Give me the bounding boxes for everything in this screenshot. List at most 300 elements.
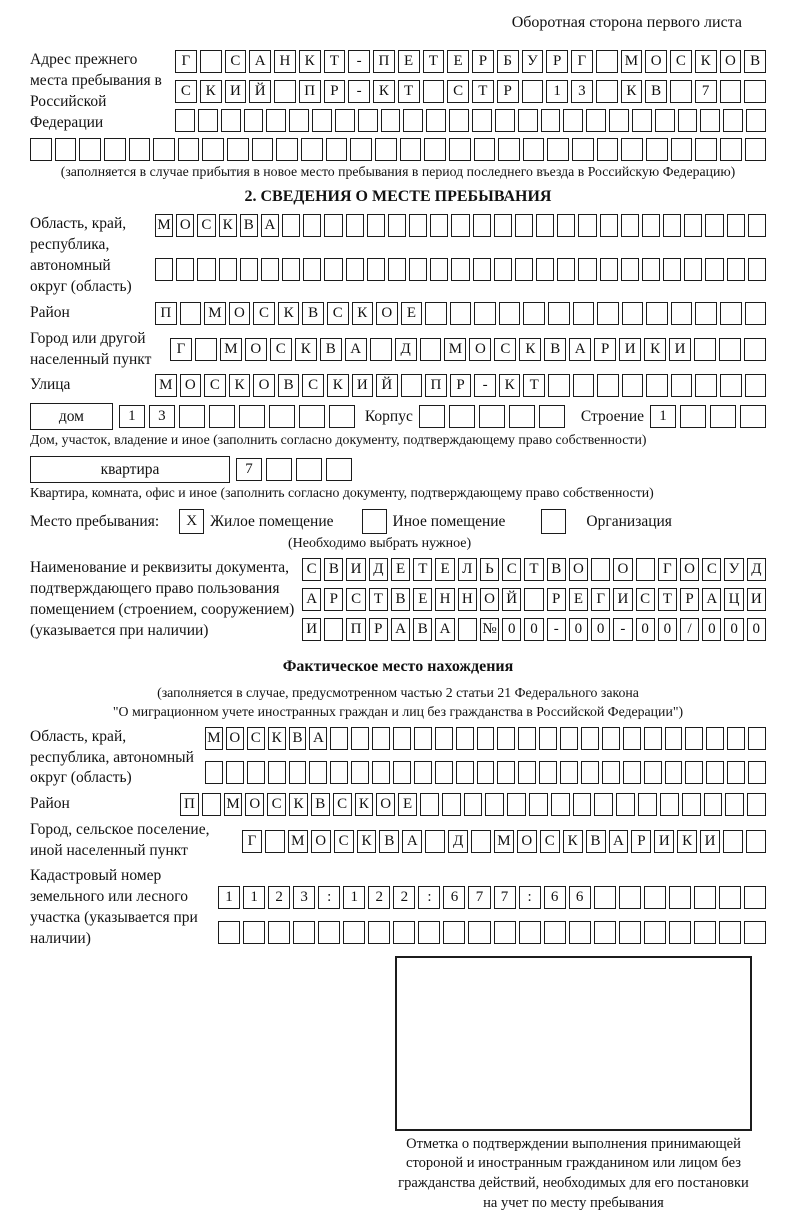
char-cell[interactable] <box>706 761 724 784</box>
previous-address-row-3[interactable] <box>175 109 766 134</box>
stamp-box[interactable] <box>395 956 752 1131</box>
char-cell[interactable] <box>685 761 703 784</box>
region-row-2[interactable] <box>155 258 766 297</box>
char-cell[interactable]: С <box>333 793 352 816</box>
char-cell[interactable] <box>597 374 619 397</box>
char-cell[interactable] <box>623 761 641 784</box>
char-cell[interactable]: Е <box>398 793 417 816</box>
char-cell[interactable]: К <box>355 793 374 816</box>
char-cell[interactable] <box>515 258 533 281</box>
char-cell[interactable] <box>671 302 693 325</box>
char-cell[interactable] <box>723 109 743 132</box>
char-cell[interactable]: : <box>418 886 440 909</box>
char-cell[interactable] <box>529 793 548 816</box>
char-cell[interactable]: 1 <box>650 405 676 428</box>
char-cell[interactable] <box>619 921 641 944</box>
char-cell[interactable]: А <box>609 830 629 853</box>
char-cell[interactable]: 0 <box>724 618 743 641</box>
char-cell[interactable]: А <box>402 830 422 853</box>
char-cell[interactable] <box>266 109 286 132</box>
document-row-3[interactable] <box>302 618 766 643</box>
char-cell[interactable] <box>276 138 298 161</box>
char-cell[interactable] <box>695 302 717 325</box>
char-cell[interactable] <box>435 727 453 750</box>
char-cell[interactable] <box>388 214 406 237</box>
char-cell[interactable]: 2 <box>268 886 290 909</box>
char-cell[interactable] <box>665 727 683 750</box>
char-cell[interactable] <box>393 761 411 784</box>
char-cell[interactable]: К <box>357 830 377 853</box>
char-cell[interactable]: В <box>391 588 410 611</box>
char-cell[interactable] <box>596 80 618 103</box>
char-cell[interactable] <box>227 138 249 161</box>
char-cell[interactable] <box>180 302 202 325</box>
char-cell[interactable] <box>401 374 423 397</box>
char-cell[interactable]: М <box>621 50 643 73</box>
char-cell[interactable] <box>195 338 217 361</box>
char-cell[interactable] <box>318 921 340 944</box>
char-cell[interactable]: Й <box>376 374 398 397</box>
char-cell[interactable]: К <box>499 374 521 397</box>
char-cell[interactable] <box>748 258 766 281</box>
char-cell[interactable] <box>451 214 469 237</box>
char-cell[interactable] <box>240 258 258 281</box>
char-cell[interactable] <box>563 109 583 132</box>
char-cell[interactable] <box>497 727 515 750</box>
char-cell[interactable] <box>745 302 767 325</box>
char-cell[interactable]: О <box>469 338 491 361</box>
char-cell[interactable] <box>644 727 662 750</box>
char-cell[interactable] <box>622 374 644 397</box>
char-cell[interactable] <box>198 109 218 132</box>
char-cell[interactable] <box>727 258 745 281</box>
char-cell[interactable]: А <box>702 588 721 611</box>
char-cell[interactable]: И <box>225 80 247 103</box>
char-cell[interactable] <box>684 214 702 237</box>
actual-city-row[interactable] <box>242 830 766 853</box>
char-cell[interactable]: А <box>391 618 410 641</box>
char-cell[interactable] <box>694 338 716 361</box>
char-cell[interactable]: О <box>645 50 667 73</box>
char-cell[interactable] <box>744 80 766 103</box>
char-cell[interactable]: 1 <box>546 80 568 103</box>
char-cell[interactable]: Е <box>401 302 423 325</box>
char-cell[interactable]: Е <box>569 588 588 611</box>
char-cell[interactable] <box>745 138 767 161</box>
district-row[interactable] <box>155 302 766 325</box>
char-cell[interactable] <box>632 109 652 132</box>
char-cell[interactable] <box>623 727 641 750</box>
char-cell[interactable] <box>153 138 175 161</box>
char-cell[interactable] <box>706 727 724 750</box>
char-cell[interactable] <box>523 138 545 161</box>
char-cell[interactable] <box>450 302 472 325</box>
char-cell[interactable]: К <box>295 338 317 361</box>
other-premises-checkbox[interactable] <box>362 509 387 534</box>
char-cell[interactable] <box>573 302 595 325</box>
char-cell[interactable] <box>548 374 570 397</box>
char-cell[interactable]: К <box>219 214 237 237</box>
char-cell[interactable]: С <box>636 588 655 611</box>
char-cell[interactable] <box>449 405 475 428</box>
char-cell[interactable] <box>209 405 235 428</box>
char-cell[interactable] <box>485 793 504 816</box>
char-cell[interactable] <box>265 830 285 853</box>
char-cell[interactable] <box>727 214 745 237</box>
char-cell[interactable] <box>289 761 307 784</box>
char-cell[interactable] <box>660 793 679 816</box>
char-cell[interactable] <box>381 109 401 132</box>
char-cell[interactable] <box>219 258 237 281</box>
char-cell[interactable]: Д <box>395 338 417 361</box>
char-cell[interactable] <box>723 830 743 853</box>
previous-address-row-4[interactable] <box>30 138 766 161</box>
char-cell[interactable]: А <box>569 338 591 361</box>
char-cell[interactable]: 2 <box>368 886 390 909</box>
cadastral-row-2[interactable] <box>218 921 766 950</box>
char-cell[interactable]: М <box>205 727 223 750</box>
actual-region-row-2[interactable] <box>205 761 766 790</box>
char-cell[interactable] <box>499 302 521 325</box>
char-cell[interactable] <box>430 258 448 281</box>
char-cell[interactable]: С <box>175 80 197 103</box>
char-cell[interactable]: В <box>645 80 667 103</box>
char-cell[interactable] <box>745 374 767 397</box>
char-cell[interactable] <box>426 109 446 132</box>
char-cell[interactable] <box>522 80 544 103</box>
char-cell[interactable] <box>602 727 620 750</box>
char-cell[interactable]: В <box>289 727 307 750</box>
char-cell[interactable]: 1 <box>218 886 240 909</box>
char-cell[interactable] <box>515 214 533 237</box>
char-cell[interactable] <box>367 258 385 281</box>
char-cell[interactable] <box>646 138 668 161</box>
char-cell[interactable] <box>740 405 766 428</box>
char-cell[interactable]: 6 <box>443 886 465 909</box>
char-cell[interactable] <box>414 761 432 784</box>
char-cell[interactable]: П <box>155 302 177 325</box>
char-cell[interactable]: С <box>502 558 521 581</box>
char-cell[interactable]: Р <box>680 588 699 611</box>
organization-checkbox[interactable] <box>541 509 566 534</box>
char-cell[interactable] <box>581 761 599 784</box>
char-cell[interactable]: У <box>724 558 743 581</box>
char-cell[interactable]: Е <box>435 558 454 581</box>
residential-checkbox[interactable]: X <box>179 509 204 534</box>
char-cell[interactable] <box>456 727 474 750</box>
char-cell[interactable] <box>350 138 372 161</box>
char-cell[interactable] <box>536 214 554 237</box>
char-cell[interactable] <box>671 374 693 397</box>
char-cell[interactable] <box>638 793 657 816</box>
char-cell[interactable]: 1 <box>343 886 365 909</box>
char-cell[interactable] <box>600 258 618 281</box>
char-cell[interactable]: О <box>720 50 742 73</box>
char-cell[interactable] <box>663 258 681 281</box>
char-cell[interactable] <box>205 761 223 784</box>
char-cell[interactable]: С <box>494 338 516 361</box>
actual-district-row[interactable] <box>180 793 766 816</box>
char-cell[interactable]: Г <box>242 830 262 853</box>
char-cell[interactable]: П <box>346 618 365 641</box>
char-cell[interactable]: 0 <box>747 618 766 641</box>
char-cell[interactable]: - <box>348 80 370 103</box>
char-cell[interactable] <box>346 214 364 237</box>
char-cell[interactable] <box>202 793 221 816</box>
char-cell[interactable] <box>451 258 469 281</box>
char-cell[interactable]: Т <box>472 80 494 103</box>
char-cell[interactable] <box>498 138 520 161</box>
char-cell[interactable] <box>746 830 766 853</box>
char-cell[interactable] <box>303 214 321 237</box>
char-cell[interactable]: А <box>249 50 271 73</box>
char-cell[interactable]: У <box>522 50 544 73</box>
char-cell[interactable] <box>472 109 492 132</box>
char-cell[interactable] <box>129 138 151 161</box>
char-cell[interactable] <box>458 618 477 641</box>
char-cell[interactable] <box>518 727 536 750</box>
char-cell[interactable] <box>622 302 644 325</box>
char-cell[interactable] <box>636 558 655 581</box>
char-cell[interactable]: С <box>670 50 692 73</box>
char-cell[interactable] <box>523 302 545 325</box>
char-cell[interactable] <box>621 214 639 237</box>
char-cell[interactable] <box>393 727 411 750</box>
char-cell[interactable]: И <box>747 588 766 611</box>
char-cell[interactable]: В <box>379 830 399 853</box>
char-cell[interactable]: О <box>245 793 264 816</box>
char-cell[interactable]: В <box>744 50 766 73</box>
char-cell[interactable] <box>670 80 692 103</box>
char-cell[interactable] <box>557 214 575 237</box>
house-type-box[interactable]: дом <box>30 403 113 430</box>
char-cell[interactable]: С <box>270 338 292 361</box>
char-cell[interactable]: : <box>318 886 340 909</box>
char-cell[interactable] <box>375 138 397 161</box>
char-cell[interactable] <box>474 302 496 325</box>
char-cell[interactable] <box>418 921 440 944</box>
char-cell[interactable]: Р <box>594 338 616 361</box>
char-cell[interactable]: Н <box>274 50 296 73</box>
char-cell[interactable] <box>425 830 445 853</box>
char-cell[interactable]: / <box>680 618 699 641</box>
char-cell[interactable] <box>218 921 240 944</box>
char-cell[interactable] <box>79 138 101 161</box>
char-cell[interactable] <box>221 109 241 132</box>
char-cell[interactable] <box>197 258 215 281</box>
char-cell[interactable]: Т <box>398 80 420 103</box>
char-cell[interactable] <box>301 138 323 161</box>
char-cell[interactable]: Р <box>324 80 346 103</box>
char-cell[interactable] <box>744 886 766 909</box>
char-cell[interactable]: К <box>677 830 697 853</box>
char-cell[interactable] <box>719 921 741 944</box>
char-cell[interactable] <box>609 109 629 132</box>
char-cell[interactable]: О <box>180 374 202 397</box>
char-cell[interactable]: К <box>327 374 349 397</box>
city-row[interactable] <box>170 338 766 361</box>
char-cell[interactable]: - <box>547 618 566 641</box>
document-row-1[interactable] <box>302 558 766 583</box>
char-cell[interactable]: 0 <box>502 618 521 641</box>
apartment-type-box[interactable]: квартира <box>30 456 230 483</box>
char-cell[interactable] <box>268 921 290 944</box>
char-cell[interactable] <box>678 109 698 132</box>
char-cell[interactable] <box>720 374 742 397</box>
char-cell[interactable] <box>541 109 561 132</box>
char-cell[interactable]: М <box>155 374 177 397</box>
char-cell[interactable] <box>594 793 613 816</box>
char-cell[interactable]: Т <box>413 558 432 581</box>
char-cell[interactable] <box>494 214 512 237</box>
char-cell[interactable] <box>518 109 538 132</box>
char-cell[interactable] <box>685 727 703 750</box>
char-cell[interactable]: Р <box>450 374 472 397</box>
char-cell[interactable] <box>30 138 52 161</box>
char-cell[interactable]: Ь <box>480 558 499 581</box>
char-cell[interactable]: Р <box>497 80 519 103</box>
char-cell[interactable] <box>104 138 126 161</box>
char-cell[interactable]: С <box>540 830 560 853</box>
char-cell[interactable]: Р <box>369 618 388 641</box>
char-cell[interactable]: С <box>302 558 321 581</box>
char-cell[interactable] <box>266 458 292 481</box>
char-cell[interactable]: : <box>519 886 541 909</box>
char-cell[interactable] <box>642 214 660 237</box>
char-cell[interactable] <box>414 727 432 750</box>
char-cell[interactable]: П <box>299 80 321 103</box>
char-cell[interactable] <box>179 405 205 428</box>
char-cell[interactable]: Т <box>524 558 543 581</box>
char-cell[interactable] <box>282 214 300 237</box>
char-cell[interactable] <box>477 727 495 750</box>
char-cell[interactable] <box>226 761 244 784</box>
char-cell[interactable]: К <box>644 338 666 361</box>
char-cell[interactable]: Т <box>423 50 445 73</box>
char-cell[interactable]: 0 <box>591 618 610 641</box>
char-cell[interactable]: П <box>180 793 199 816</box>
char-cell[interactable] <box>619 886 641 909</box>
char-cell[interactable] <box>351 727 369 750</box>
char-cell[interactable] <box>644 921 666 944</box>
char-cell[interactable] <box>468 921 490 944</box>
char-cell[interactable] <box>303 258 321 281</box>
char-cell[interactable] <box>720 80 742 103</box>
char-cell[interactable] <box>719 886 741 909</box>
char-cell[interactable] <box>473 214 491 237</box>
char-cell[interactable]: Р <box>547 588 566 611</box>
char-cell[interactable] <box>346 258 364 281</box>
char-cell[interactable] <box>367 214 385 237</box>
char-cell[interactable] <box>370 338 392 361</box>
char-cell[interactable]: М <box>224 793 243 816</box>
char-cell[interactable] <box>671 138 693 161</box>
char-cell[interactable]: № <box>480 618 499 641</box>
char-cell[interactable] <box>274 80 296 103</box>
char-cell[interactable] <box>393 921 415 944</box>
char-cell[interactable] <box>544 921 566 944</box>
char-cell[interactable] <box>324 618 343 641</box>
char-cell[interactable] <box>572 138 594 161</box>
char-cell[interactable] <box>581 727 599 750</box>
char-cell[interactable]: И <box>619 338 641 361</box>
char-cell[interactable] <box>748 214 766 237</box>
char-cell[interactable] <box>178 138 200 161</box>
char-cell[interactable]: 0 <box>702 618 721 641</box>
char-cell[interactable]: Е <box>398 50 420 73</box>
char-cell[interactable] <box>536 258 554 281</box>
char-cell[interactable] <box>665 761 683 784</box>
char-cell[interactable] <box>705 214 723 237</box>
char-cell[interactable] <box>247 761 265 784</box>
char-cell[interactable] <box>494 921 516 944</box>
char-cell[interactable] <box>343 921 365 944</box>
char-cell[interactable] <box>684 258 702 281</box>
char-cell[interactable]: О <box>245 338 267 361</box>
previous-address-row-2[interactable] <box>175 80 766 105</box>
char-cell[interactable]: С <box>447 80 469 103</box>
char-cell[interactable]: И <box>352 374 374 397</box>
char-cell[interactable]: Т <box>324 50 346 73</box>
char-cell[interactable] <box>700 109 720 132</box>
char-cell[interactable]: - <box>474 374 496 397</box>
char-cell[interactable] <box>435 761 453 784</box>
char-cell[interactable] <box>330 727 348 750</box>
house-number-row[interactable] <box>119 405 355 428</box>
char-cell[interactable] <box>694 921 716 944</box>
char-cell[interactable]: 0 <box>636 618 655 641</box>
char-cell[interactable]: 6 <box>569 886 591 909</box>
char-cell[interactable] <box>680 405 706 428</box>
char-cell[interactable] <box>400 138 422 161</box>
char-cell[interactable]: И <box>302 618 321 641</box>
char-cell[interactable]: К <box>278 302 300 325</box>
char-cell[interactable] <box>329 405 355 428</box>
char-cell[interactable] <box>596 50 618 73</box>
char-cell[interactable] <box>539 405 565 428</box>
char-cell[interactable] <box>725 793 744 816</box>
char-cell[interactable]: С <box>204 374 226 397</box>
char-cell[interactable] <box>419 405 445 428</box>
char-cell[interactable] <box>669 886 691 909</box>
stroenie-row[interactable] <box>650 405 766 428</box>
char-cell[interactable] <box>642 258 660 281</box>
char-cell[interactable] <box>663 214 681 237</box>
char-cell[interactable]: К <box>695 50 717 73</box>
char-cell[interactable] <box>456 761 474 784</box>
char-cell[interactable] <box>524 588 543 611</box>
char-cell[interactable] <box>474 138 496 161</box>
street-row[interactable] <box>155 374 766 397</box>
char-cell[interactable] <box>324 214 342 237</box>
char-cell[interactable]: Е <box>413 588 432 611</box>
char-cell[interactable]: В <box>586 830 606 853</box>
char-cell[interactable] <box>710 405 736 428</box>
char-cell[interactable] <box>176 258 194 281</box>
previous-address-row-1[interactable] <box>175 50 766 75</box>
char-cell[interactable]: 0 <box>524 618 543 641</box>
char-cell[interactable]: С <box>334 830 354 853</box>
char-cell[interactable] <box>477 761 495 784</box>
char-cell[interactable] <box>507 793 526 816</box>
char-cell[interactable]: М <box>494 830 514 853</box>
char-cell[interactable]: О <box>613 558 632 581</box>
char-cell[interactable]: 3 <box>293 886 315 909</box>
char-cell[interactable]: К <box>299 50 321 73</box>
char-cell[interactable]: О <box>229 302 251 325</box>
char-cell[interactable] <box>594 921 616 944</box>
char-cell[interactable] <box>494 258 512 281</box>
